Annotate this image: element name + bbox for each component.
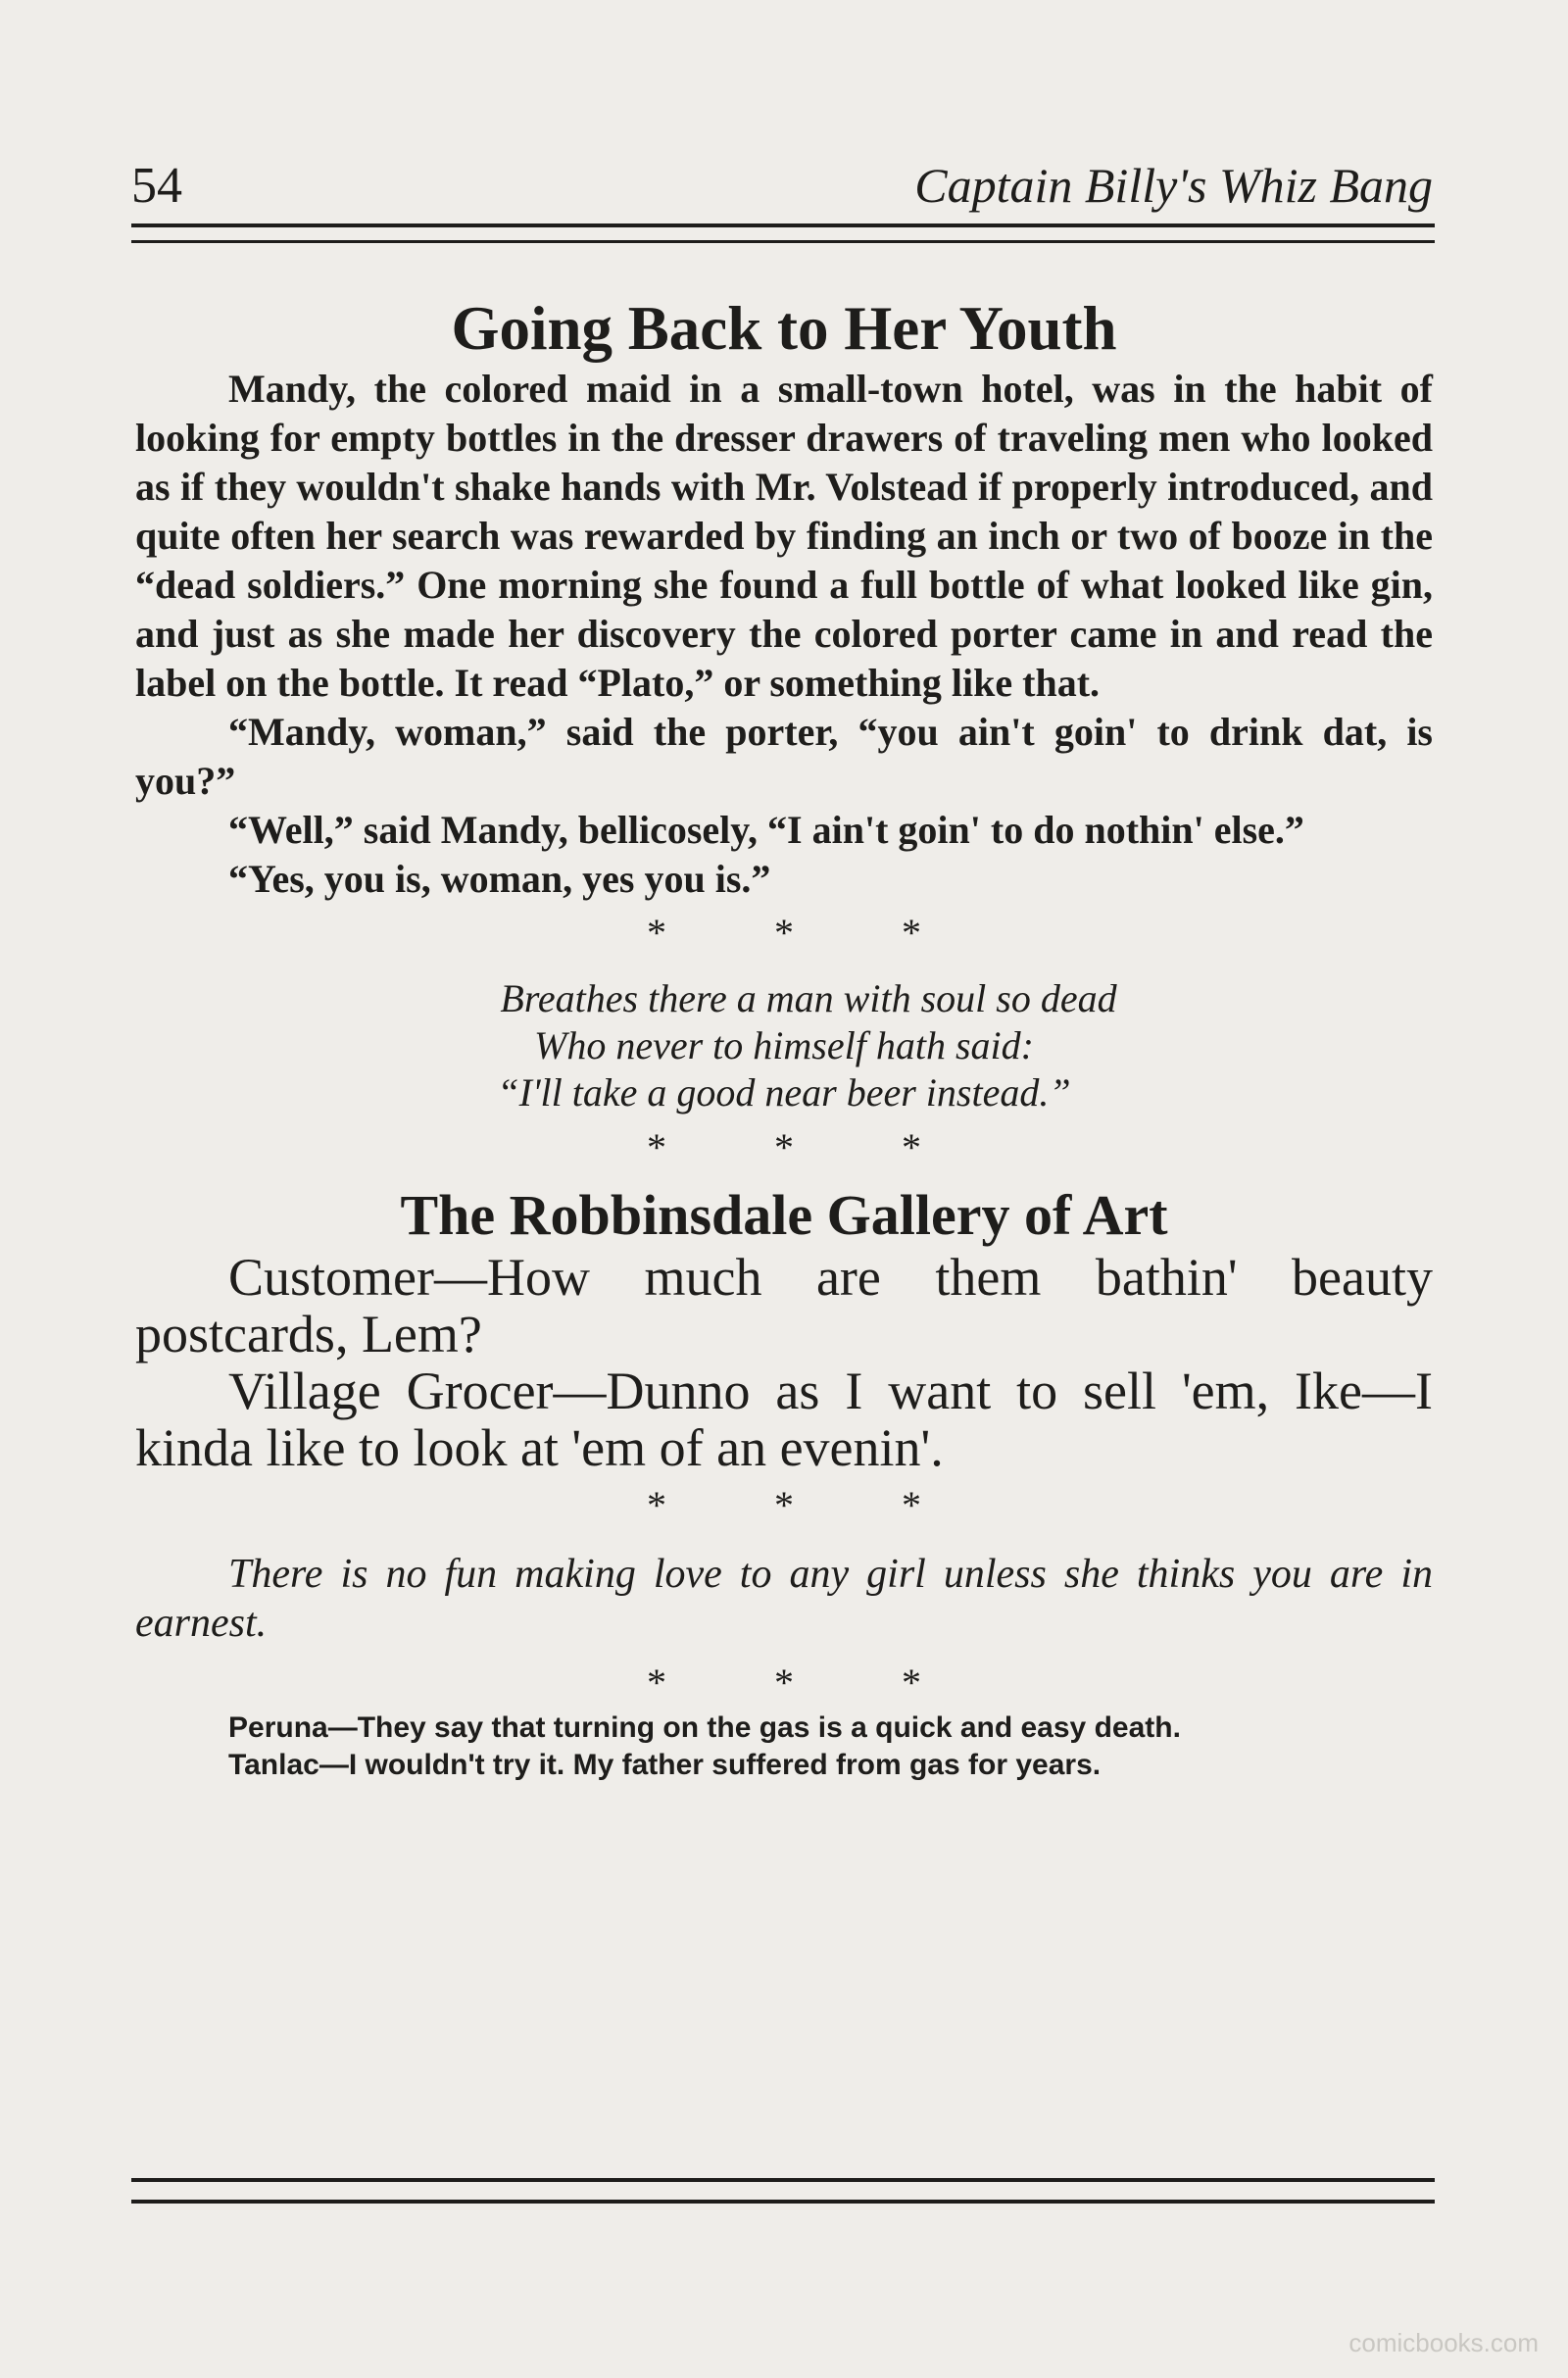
story2-paragraph: Customer—How much are them bathin' beauty postcards, Lem? — [135, 1248, 1433, 1363]
story1-paragraph: “Yes, you is, woman, yes you is.” — [228, 857, 771, 901]
joke-line: Peruna—They say that turning on the gas is a quick and easy death. — [228, 1711, 1181, 1744]
footer-double-rule — [131, 2178, 1435, 2204]
page-content — [135, 292, 1433, 1784]
story2-title: The Robbinsdale Gallery of Art — [400, 1183, 1168, 1247]
section-separator: * * * — [647, 1483, 970, 1527]
page-header — [131, 157, 1433, 225]
poem-line: “I'll take a good near beer instead.” — [497, 1070, 1071, 1115]
quip-text: There is no fun making love to any girl unless she thinks you are in earnest. — [135, 1552, 1433, 1646]
watermark: comicbooks.com — [1348, 2328, 1539, 2357]
story1-title: Going Back to Her Youth — [451, 294, 1117, 363]
section-separator: * * * — [647, 1660, 970, 1705]
joke-peruna-tanlac — [135, 1709, 1433, 1784]
story1-paragraph: Mandy, the colored maid in a small-town hotel, was in the habit of looking for empty bottles in the dresser drawers of traveling men who looked as if they wouldn't shake hands with Mr. Volstead if properly introduced, and quite often her search was rewarded by finding an inch or two of booze in the “dead soldiers.” One morning she found a full bottle of what looked like gin, and just as she made her discovery the colored porter came in and read the label on the bottle. It read “Plato,” or something like that. — [135, 367, 1433, 705]
joke-line: Tanlac—I wouldn't try it. My father suffered from gas for years. — [228, 1749, 1102, 1781]
running-title: Captain Billy's Whiz Bang — [914, 158, 1433, 213]
page-number: 54 — [131, 158, 182, 214]
story1-paragraph: “Well,” said Mandy, bellicosely, “I ain't goin' to do nothin' else.” — [228, 808, 1304, 852]
story-robbinsdale-gallery — [135, 1182, 1433, 1476]
story1-paragraph: “Mandy, woman,” said the porter, “you ain't goin' to drink dat, is you?” — [135, 710, 1433, 803]
poem-line: Who never to himself hath said: — [534, 1023, 1034, 1067]
poem-line: Breathes there a man with soul so dead — [500, 976, 1117, 1020]
header-double-rule — [131, 223, 1435, 243]
poem — [135, 975, 1433, 1116]
story2-paragraph: Village Grocer—Dunno as I want to sell 'em, Ike—I kinda like to look at 'em of an evenin'. — [135, 1362, 1433, 1477]
section-separator: * * * — [647, 1125, 970, 1169]
story-going-back-to-her-youth — [135, 292, 1433, 904]
section-separator: * * * — [647, 911, 970, 955]
